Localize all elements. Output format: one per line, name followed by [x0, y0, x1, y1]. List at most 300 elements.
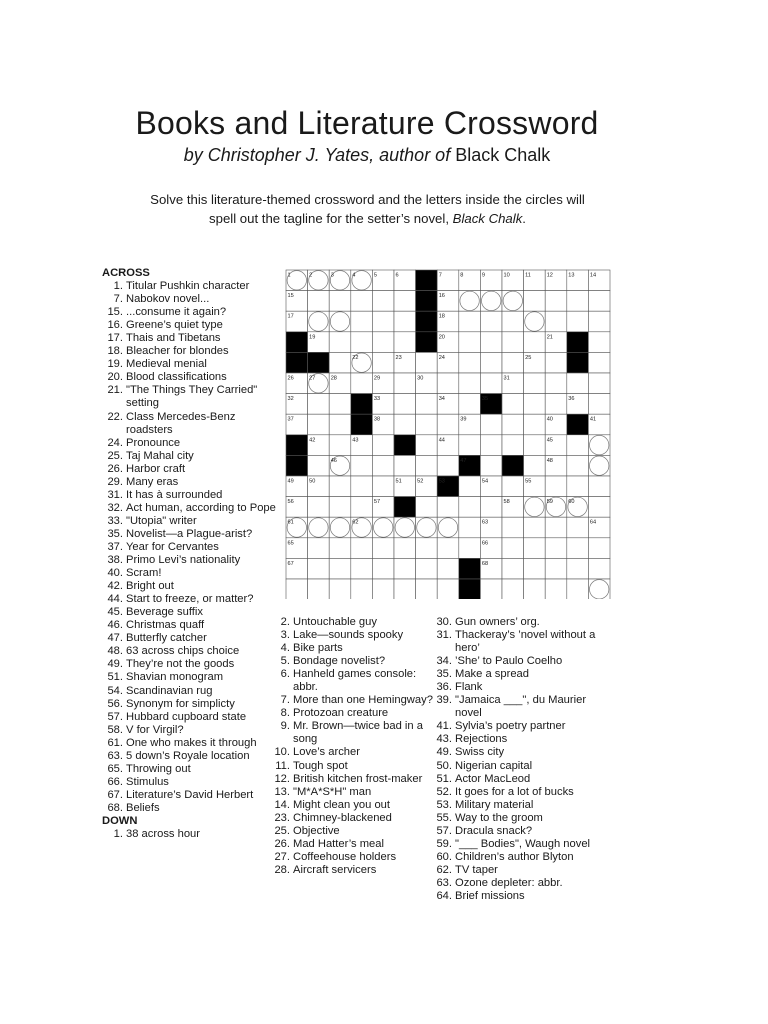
- grid-cell[interactable]: [480, 579, 502, 599]
- grid-cell[interactable]: [416, 558, 438, 579]
- grid-cell[interactable]: [545, 373, 567, 394]
- grid-cell[interactable]: [502, 517, 524, 538]
- grid-cell[interactable]: [524, 517, 546, 538]
- clue-text: Scram!: [126, 567, 162, 580]
- clue-number: 45.: [107, 606, 123, 619]
- clue-number: 40.: [107, 567, 123, 580]
- clue-item: [430, 838, 615, 851]
- grid-number: 8: [460, 272, 464, 279]
- grid-cell[interactable]: [545, 538, 567, 559]
- down-clue-list-2: [268, 616, 443, 877]
- grid-cell[interactable]: [308, 517, 330, 538]
- clue-text: Act human, according to Pope: [126, 501, 276, 514]
- grid-cell[interactable]: [351, 497, 373, 518]
- clue-text: "Jamaica ___", du Maurier novel: [455, 694, 587, 720]
- grid-cell[interactable]: [437, 579, 459, 599]
- grid-cell[interactable]: [459, 373, 481, 394]
- grid-cell[interactable]: [308, 311, 330, 332]
- grid-number: 26: [287, 375, 294, 382]
- clue-item: [101, 685, 279, 698]
- grid-cell[interactable]: [588, 538, 610, 559]
- clue-number: 11.: [275, 759, 290, 772]
- grid-cell[interactable]: [329, 517, 351, 538]
- grid-cell[interactable]: [329, 476, 351, 497]
- grid-cell[interactable]: [308, 538, 330, 559]
- clue-item: [101, 776, 279, 789]
- clue-text: Children’s author Blyton: [455, 850, 574, 863]
- grid-number: 62: [352, 519, 359, 526]
- clue-item: [430, 720, 615, 733]
- grid-cell[interactable]: [459, 435, 481, 456]
- grid-cell[interactable]: [524, 291, 546, 312]
- grid-cell[interactable]: [502, 332, 524, 353]
- grid-cell[interactable]: [329, 414, 351, 435]
- clue-number: 48.: [107, 645, 123, 658]
- grid-cell[interactable]: [524, 579, 546, 599]
- grid-cell[interactable]: [567, 373, 589, 394]
- down-heading: DOWN: [102, 814, 138, 827]
- grid-cell[interactable]: [351, 579, 373, 599]
- intro-line-1: Solve this literature-themed crossword and the letters inside the circles will: [150, 192, 585, 207]
- clue-text: Scandinavian rug: [126, 684, 213, 697]
- grid-cell[interactable]: [588, 497, 610, 518]
- grid-cell[interactable]: [437, 373, 459, 394]
- grid-cell[interactable]: [416, 579, 438, 599]
- grid-cell[interactable]: [459, 538, 481, 559]
- grid-cell[interactable]: [588, 455, 610, 476]
- clue-item: [101, 763, 279, 776]
- byline-author: by Christopher J. Yates, author of: [183, 145, 451, 165]
- grid-cell[interactable]: [394, 332, 416, 353]
- clue-number: 54.: [107, 684, 123, 697]
- grid-cell[interactable]: [416, 455, 438, 476]
- clue-text: Ozone depleter: abbr.: [455, 876, 563, 889]
- grid-cell[interactable]: [567, 558, 589, 579]
- grid-cell[interactable]: [372, 455, 394, 476]
- page-title: Books and Literature Crossword: [135, 105, 599, 141]
- grid-cell[interactable]: [329, 332, 351, 353]
- clue-number: 12.: [274, 772, 290, 785]
- grid-cell[interactable]: [588, 291, 610, 312]
- grid-cell[interactable]: [372, 517, 394, 538]
- grid-cell[interactable]: [394, 558, 416, 579]
- grid-cell[interactable]: [480, 373, 502, 394]
- grid-number: 64: [589, 519, 597, 526]
- clue-text: Flank: [455, 681, 483, 694]
- clue-number: 42.: [107, 580, 123, 593]
- grid-cell[interactable]: [329, 394, 351, 415]
- clue-number: 41.: [436, 720, 452, 733]
- clue-number: 56.: [107, 697, 123, 710]
- grid-cell[interactable]: [308, 558, 330, 579]
- clue-number: 46.: [107, 619, 123, 632]
- clue-number: 31.: [436, 629, 452, 642]
- clue-text: Throwing out: [126, 762, 191, 775]
- grid-cell[interactable]: [308, 291, 330, 312]
- grid-cell[interactable]: [588, 311, 610, 332]
- clue-text: "Utopia" writer: [126, 514, 197, 527]
- grid-cell[interactable]: [416, 497, 438, 518]
- clue-item: [101, 528, 279, 541]
- grid-cell[interactable]: [502, 476, 524, 497]
- grid-number: 39: [460, 416, 467, 423]
- grid-cell[interactable]: [372, 435, 394, 456]
- clue-number: 15.: [107, 306, 123, 319]
- grid-cell[interactable]: [329, 311, 351, 332]
- grid-cell[interactable]: [524, 414, 546, 435]
- grid-cell[interactable]: [567, 579, 589, 599]
- clue-text: 5 down’s Royale location: [126, 749, 250, 762]
- grid-cell[interactable]: [588, 373, 610, 394]
- grid-cell[interactable]: [308, 414, 330, 435]
- clue-item: [268, 760, 443, 773]
- grid-number: 25: [525, 354, 532, 361]
- clue-text: Swiss city: [455, 746, 505, 759]
- grid-cell[interactable]: [329, 558, 351, 579]
- clue-text: Literature’s David Herbert: [126, 788, 254, 801]
- clue-item: [101, 384, 279, 410]
- clue-number: 23.: [274, 811, 290, 824]
- clue-item: [101, 332, 279, 345]
- grid-number: 14: [589, 272, 597, 279]
- grid-cell[interactable]: [372, 579, 394, 599]
- down-clues-column-2: [268, 616, 443, 877]
- clue-item: [268, 655, 443, 668]
- clue-text: Objective: [293, 824, 340, 837]
- grid-cell[interactable]: [502, 414, 524, 435]
- grid-number: 12: [546, 272, 553, 279]
- grid-cell[interactable]: [524, 373, 546, 394]
- grid-cell[interactable]: [480, 352, 502, 373]
- grid-block: [351, 414, 373, 435]
- clue-number: 24.: [107, 436, 123, 449]
- grid-number: 4: [352, 272, 356, 279]
- clue-item: [268, 825, 443, 838]
- clue-number: 57.: [107, 710, 123, 723]
- grid-cell[interactable]: [394, 579, 416, 599]
- grid-cell[interactable]: [545, 352, 567, 373]
- grid-cell[interactable]: [524, 435, 546, 456]
- clue-text: Primo Levi’s nationality: [126, 554, 241, 567]
- grid-number: 59: [546, 499, 553, 506]
- clue-number: 3.: [280, 629, 290, 642]
- grid-cell[interactable]: [351, 291, 373, 312]
- grid-number: 63: [481, 519, 489, 526]
- grid-cell[interactable]: [588, 558, 610, 579]
- grid-cell[interactable]: [351, 373, 373, 394]
- clue-item: [101, 580, 279, 593]
- grid-cell[interactable]: [502, 435, 524, 456]
- grid-cell[interactable]: [502, 558, 524, 579]
- grid-cell[interactable]: [372, 311, 394, 332]
- grid-cell[interactable]: [394, 311, 416, 332]
- grid-number: 43: [352, 437, 359, 444]
- clue-number: 51.: [107, 671, 123, 684]
- grid-cell[interactable]: [437, 455, 459, 476]
- grid-cell[interactable]: [502, 291, 524, 312]
- grid-cell[interactable]: [372, 538, 394, 559]
- clue-item: [101, 541, 279, 554]
- grid-cell[interactable]: [459, 291, 481, 312]
- clue-text: Titular Pushkin character: [126, 280, 250, 293]
- grid-cell[interactable]: [351, 311, 373, 332]
- clue-text: Bleacher for blondes: [126, 345, 229, 358]
- grid-cell[interactable]: [372, 291, 394, 312]
- grid-cell[interactable]: [416, 517, 438, 538]
- grid-cell[interactable]: [545, 476, 567, 497]
- clue-text: One who makes it through: [126, 736, 257, 749]
- grid-cell[interactable]: [480, 291, 502, 312]
- clue-text: Mr. Brown—twice bad in a song: [293, 720, 423, 746]
- grid-cell[interactable]: [459, 352, 481, 373]
- grid-cell[interactable]: [308, 455, 330, 476]
- clue-number: 13.: [274, 785, 290, 798]
- grid-cell[interactable]: [480, 311, 502, 332]
- clue-text: Taj Mahal city: [126, 449, 194, 462]
- clue-item: [268, 720, 443, 746]
- grid-cell[interactable]: [394, 291, 416, 312]
- grid-cell[interactable]: [567, 291, 589, 312]
- grid-cell[interactable]: [567, 435, 589, 456]
- grid-cell[interactable]: [459, 497, 481, 518]
- grid-cell[interactable]: [545, 558, 567, 579]
- grid-cell[interactable]: [329, 497, 351, 518]
- grid-cell[interactable]: [524, 332, 546, 353]
- clue-number: 44.: [107, 593, 123, 606]
- grid-cell[interactable]: [416, 352, 438, 373]
- grid-cell[interactable]: [588, 332, 610, 353]
- grid-cell[interactable]: [329, 352, 351, 373]
- grid-cell[interactable]: [524, 538, 546, 559]
- clue-number: 2.: [280, 616, 290, 628]
- grid-cell[interactable]: [394, 517, 416, 538]
- grid-cell[interactable]: [480, 435, 502, 456]
- clue-number: 22.: [107, 410, 123, 423]
- clue-item: [101, 789, 279, 802]
- clue-number: 8.: [280, 707, 290, 720]
- grid-block: [394, 497, 416, 518]
- grid-cell[interactable]: [394, 414, 416, 435]
- grid-cell[interactable]: [437, 414, 459, 435]
- grid-cell[interactable]: [588, 476, 610, 497]
- grid-cell[interactable]: [567, 517, 589, 538]
- clue-text: ’She’ to Paulo Coelho: [455, 655, 563, 668]
- clue-item: [101, 606, 279, 619]
- clue-item: [101, 371, 279, 384]
- grid-cell[interactable]: [588, 352, 610, 373]
- grid-cell[interactable]: [524, 455, 546, 476]
- grid-number: 22: [352, 354, 359, 361]
- grid-cell[interactable]: [394, 455, 416, 476]
- grid-cell[interactable]: [437, 538, 459, 559]
- grid-cell[interactable]: [372, 558, 394, 579]
- grid-cell[interactable]: [416, 435, 438, 456]
- clue-item: [430, 799, 615, 812]
- grid-cell[interactable]: [308, 394, 330, 415]
- grid-cell[interactable]: [480, 497, 502, 518]
- grid-cell[interactable]: [394, 394, 416, 415]
- grid-cell[interactable]: [394, 538, 416, 559]
- clue-item: [430, 812, 615, 825]
- grid-number: 19: [309, 334, 316, 341]
- clue-number: 60.: [436, 850, 452, 863]
- grid-cell[interactable]: [502, 579, 524, 599]
- grid-cell[interactable]: [372, 476, 394, 497]
- grid-cell[interactable]: [524, 497, 546, 518]
- grid-cell[interactable]: [372, 332, 394, 353]
- grid-cell[interactable]: [567, 455, 589, 476]
- grid-cell[interactable]: [437, 497, 459, 518]
- grid-cell[interactable]: [416, 538, 438, 559]
- grid-cell[interactable]: [437, 558, 459, 579]
- grid-number: 33: [373, 396, 381, 403]
- grid-cell[interactable]: [567, 538, 589, 559]
- clue-item: [101, 306, 279, 319]
- grid-number: 3: [330, 272, 334, 279]
- clue-text: Thackeray’s ’novel without a hero’: [455, 629, 596, 655]
- clue-number: 35.: [436, 668, 452, 681]
- clue-number: 29.: [107, 475, 123, 488]
- clue-text: Bright out: [126, 580, 174, 593]
- clue-number: 7.: [113, 293, 123, 306]
- grid-number: 66: [481, 540, 489, 547]
- clue-number: 53.: [436, 798, 452, 811]
- grid-cell[interactable]: [545, 291, 567, 312]
- grid-cell[interactable]: [437, 517, 459, 538]
- clue-item: [268, 851, 443, 864]
- clue-number: 33.: [107, 514, 123, 527]
- grid-cell[interactable]: [286, 579, 308, 599]
- clue-text: Shavian monogram: [126, 671, 224, 684]
- grid-number: 17: [287, 313, 294, 320]
- clue-item: [101, 698, 279, 711]
- clue-number: 18.: [107, 345, 123, 358]
- grid-cell[interactable]: [524, 558, 546, 579]
- grid-cell[interactable]: [545, 311, 567, 332]
- grid-cell[interactable]: [567, 476, 589, 497]
- clue-number: 57.: [436, 824, 452, 837]
- grid-cell[interactable]: [588, 394, 610, 415]
- clue-text: Brief missions: [455, 889, 525, 902]
- grid-cell[interactable]: [416, 394, 438, 415]
- clue-number: 25.: [274, 824, 290, 837]
- grid-cell[interactable]: [394, 373, 416, 394]
- grid-cell[interactable]: [459, 394, 481, 415]
- grid-cell[interactable]: [502, 352, 524, 373]
- grid-cell[interactable]: [502, 311, 524, 332]
- grid-block: [459, 579, 481, 599]
- grid-number: 68: [481, 560, 489, 567]
- down-clue-list-start: [101, 828, 279, 841]
- grid-cell[interactable]: [459, 311, 481, 332]
- clue-item: [430, 877, 615, 890]
- grid-cell[interactable]: [588, 579, 610, 599]
- clue-number: 9.: [280, 720, 290, 733]
- clue-item: [101, 567, 279, 580]
- grid-cell[interactable]: [502, 394, 524, 415]
- grid-cell[interactable]: [416, 414, 438, 435]
- clue-number: 20.: [107, 371, 123, 384]
- clue-item: [268, 694, 443, 707]
- grid-cell[interactable]: [524, 394, 546, 415]
- clue-number: 61.: [107, 736, 123, 749]
- grid-cell[interactable]: [351, 476, 373, 497]
- clue-number: 16.: [107, 319, 123, 332]
- grid-cell[interactable]: [480, 455, 502, 476]
- grid-cell[interactable]: [308, 497, 330, 518]
- grid-block: [459, 558, 481, 579]
- clue-item: [268, 642, 443, 655]
- grid-cell[interactable]: [567, 311, 589, 332]
- clue-number: 50.: [436, 759, 452, 772]
- clue-item: [101, 828, 279, 841]
- grid-number: 11: [525, 272, 531, 279]
- grid-cell[interactable]: [351, 455, 373, 476]
- grid-cell[interactable]: [329, 579, 351, 599]
- clue-number: 30.: [436, 616, 452, 628]
- grid-cell[interactable]: [545, 579, 567, 599]
- clue-text: Harbor craft: [126, 462, 186, 475]
- grid-number: 41: [589, 416, 597, 423]
- clue-item: [101, 802, 279, 815]
- grid-cell[interactable]: [545, 394, 567, 415]
- grid-number: 6: [395, 272, 399, 279]
- clue-number: 27.: [274, 850, 290, 863]
- clue-number: 43.: [436, 733, 452, 746]
- clue-text: Greene’s quiet type: [126, 319, 223, 332]
- crossword-grid[interactable]: [285, 269, 611, 599]
- clue-item: [430, 746, 615, 759]
- clue-text: More than one Hemingway?: [293, 694, 433, 707]
- grid-cell[interactable]: [372, 352, 394, 373]
- intro-book-title: Black Chalk: [452, 211, 523, 226]
- grid-cell[interactable]: [588, 435, 610, 456]
- grid-number: 67: [287, 560, 294, 567]
- grid-number: 52: [417, 478, 424, 485]
- grid-cell[interactable]: [502, 538, 524, 559]
- clue-text: Novelist—a Plague-arist?: [126, 527, 253, 540]
- grid-number: 34: [438, 396, 445, 403]
- grid-cell[interactable]: [351, 332, 373, 353]
- clue-text: Way to the groom: [455, 811, 543, 824]
- grid-cell[interactable]: [351, 538, 373, 559]
- grid-cell[interactable]: [308, 579, 330, 599]
- grid-number: 31: [503, 375, 510, 382]
- grid-cell[interactable]: [351, 558, 373, 579]
- grid-block: [286, 435, 308, 456]
- clue-item: [430, 668, 615, 681]
- grid-number: 20: [438, 334, 445, 341]
- grid-cell[interactable]: [524, 311, 546, 332]
- grid-cell[interactable]: [329, 291, 351, 312]
- clue-number: 38.: [107, 554, 123, 567]
- clue-item: [430, 694, 615, 720]
- intro-line-2: spell out the tagline for the setter’s novel, Black Chalk.: [209, 211, 526, 226]
- grid-number: 45: [546, 437, 553, 444]
- grid-cell[interactable]: [545, 517, 567, 538]
- grid-cell[interactable]: [459, 476, 481, 497]
- grid-cell[interactable]: [329, 435, 351, 456]
- grid-cell[interactable]: [329, 538, 351, 559]
- clue-item: [101, 724, 279, 737]
- grid-cell[interactable]: [459, 332, 481, 353]
- clue-item: [101, 515, 279, 528]
- grid-number: 18: [438, 313, 445, 320]
- grid-cell[interactable]: [459, 517, 481, 538]
- grid-cell[interactable]: [480, 332, 502, 353]
- grid-cell[interactable]: [480, 414, 502, 435]
- clue-text: Lake—sounds spooky: [293, 629, 404, 642]
